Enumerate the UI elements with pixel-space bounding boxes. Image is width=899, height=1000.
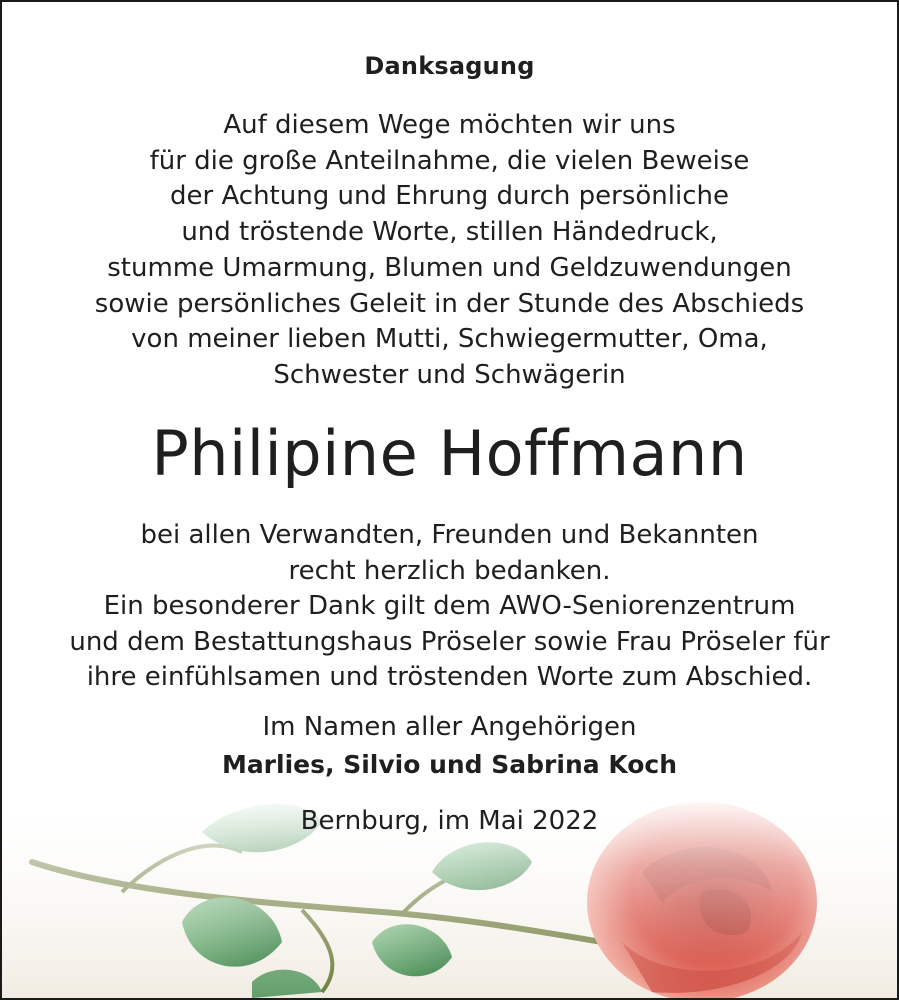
body-text [2,518,897,696]
intro-line: stumme Umarmung, Blumen und Geldzuwendungen [107,252,792,283]
intro-line: für die große Anteilnahme, die vielen Beweise [149,145,750,176]
body-line: Ein besonderer Dank gilt dem AWO-Seniorenzentrum [103,591,796,621]
body-line: ihre einfühlsamen und tröstenden Worte zum Abschied. [86,662,813,692]
place-date: Bernburg, im Mai 2022 [300,806,599,836]
heading: Danksagung [364,52,535,80]
intro-line: Auf diesem Wege möchten wir uns [223,110,676,140]
deceased-name: Philipine Hoffmann [151,417,748,490]
body-line: und dem Bestattungshaus Pröseler sowie Frau Pröseler für [69,626,830,657]
intro-text [2,108,897,394]
intro-line: Schwester und Schwägerin [273,359,626,390]
signature-block [2,708,897,784]
on-behalf-line: Im Namen aller Angehörigen [262,712,637,742]
intro-line: sowie persönliches Geleit in der Stunde des Abschieds [94,288,805,319]
signatory-names: Marlies, Silvio und Sabrina Koch [221,750,678,779]
body-line: bei allen Verwandten, Freunden und Bekannten [140,520,759,550]
intro-line: der Achtung und Ehrung durch persönliche [170,181,729,212]
body-line: recht herzlich bedanken. [288,555,611,586]
intro-line: von meiner lieben Mutti, Schwiegermutter, Oma, [131,324,768,355]
intro-line: und tröstende Worte, stillen Händedruck, [181,217,718,248]
